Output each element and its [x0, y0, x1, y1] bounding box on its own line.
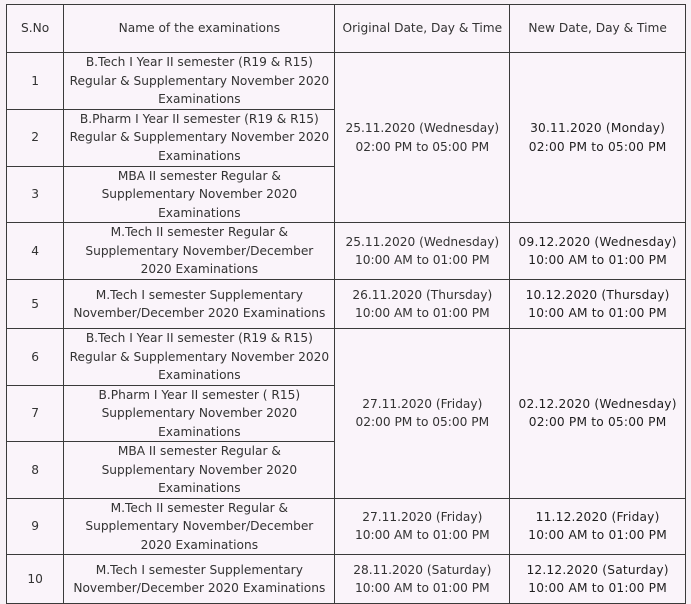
exam-name-cell: B.Pharm I Year II semester ( R15) Supplementary November 2020 Examinations — [64, 385, 335, 442]
header-sno: S.No — [7, 5, 64, 53]
original-date-cell: 26.11.2020 (Thursday) 10:00 AM to 01:00 PM — [335, 280, 510, 329]
original-date-cell: 27.11.2020 (Friday) 02:00 PM to 05:00 PM — [335, 329, 510, 499]
original-date-cell: 25.11.2020 (Wednesday) 02:00 PM to 05:00 PM — [335, 53, 510, 223]
header-exam-name: Name of the examinations — [64, 5, 335, 53]
new-date-cell: 12.12.2020 (Saturday) 10:00 AM to 01:00 PM — [510, 555, 686, 604]
original-date-cell: 28.11.2020 (Saturday) 10:00 AM to 01:00 PM — [335, 555, 510, 604]
sno-cell: 5 — [7, 280, 64, 329]
table-row — [7, 223, 686, 280]
exam-name-cell: M.Tech I semester Supplementary November/December 2020 Examinations — [64, 280, 335, 329]
exam-name-cell: M.Tech II semester Regular & Supplementary November/December 2020 Examinations — [64, 498, 335, 555]
table-row — [7, 53, 686, 110]
header-original-date: Original Date, Day & Time — [335, 5, 510, 53]
exam-name-cell: B.Tech I Year II semester (R19 & R15) Regular & Supplementary November 2020 Examinations — [64, 329, 335, 386]
table-row — [7, 329, 686, 386]
exam-name-cell: M.Tech II semester Regular & Supplementary November/December 2020 Examinations — [64, 223, 335, 280]
new-date-cell: 09.12.2020 (Wednesday) 10:00 AM to 01:00 PM — [510, 223, 686, 280]
new-date-cell: 02.12.2020 (Wednesday) 02:00 PM to 05:00 PM — [510, 329, 686, 499]
exam-name-cell: MBA II semester Regular & Supplementary November 2020 Examinations — [64, 166, 335, 223]
sno-cell: 7 — [7, 385, 64, 442]
sno-cell: 4 — [7, 223, 64, 280]
new-date-cell: 11.12.2020 (Friday) 10:00 AM to 01:00 PM — [510, 498, 686, 555]
new-date-cell: 30.11.2020 (Monday) 02:00 PM to 05:00 PM — [510, 53, 686, 223]
sno-cell: 2 — [7, 109, 64, 166]
sno-cell: 3 — [7, 166, 64, 223]
sno-cell: 8 — [7, 442, 64, 499]
sno-cell: 6 — [7, 329, 64, 386]
exam-reschedule-table — [6, 4, 686, 604]
header-new-date: New Date, Day & Time — [510, 5, 686, 53]
original-date-cell: 27.11.2020 (Friday) 10:00 AM to 01:00 PM — [335, 498, 510, 555]
table-row — [7, 280, 686, 329]
exam-name-cell: B.Tech I Year II semester (R19 & R15) Regular & Supplementary November 2020 Examinations — [64, 53, 335, 110]
table-row — [7, 498, 686, 555]
table-row — [7, 555, 686, 604]
sno-cell: 1 — [7, 53, 64, 110]
sno-cell: 10 — [7, 555, 64, 604]
sno-cell: 9 — [7, 498, 64, 555]
original-date-cell: 25.11.2020 (Wednesday) 10:00 AM to 01:00 PM — [335, 223, 510, 280]
exam-name-cell: M.Tech I semester Supplementary November/December 2020 Examinations — [64, 555, 335, 604]
exam-name-cell: MBA II semester Regular & Supplementary November 2020 Examinations — [64, 442, 335, 499]
new-date-cell: 10.12.2020 (Thursday) 10:00 AM to 01:00 PM — [510, 280, 686, 329]
exam-name-cell: B.Pharm I Year II semester (R19 & R15) Regular & Supplementary November 2020 Examinations — [64, 109, 335, 166]
header-row — [7, 5, 686, 53]
